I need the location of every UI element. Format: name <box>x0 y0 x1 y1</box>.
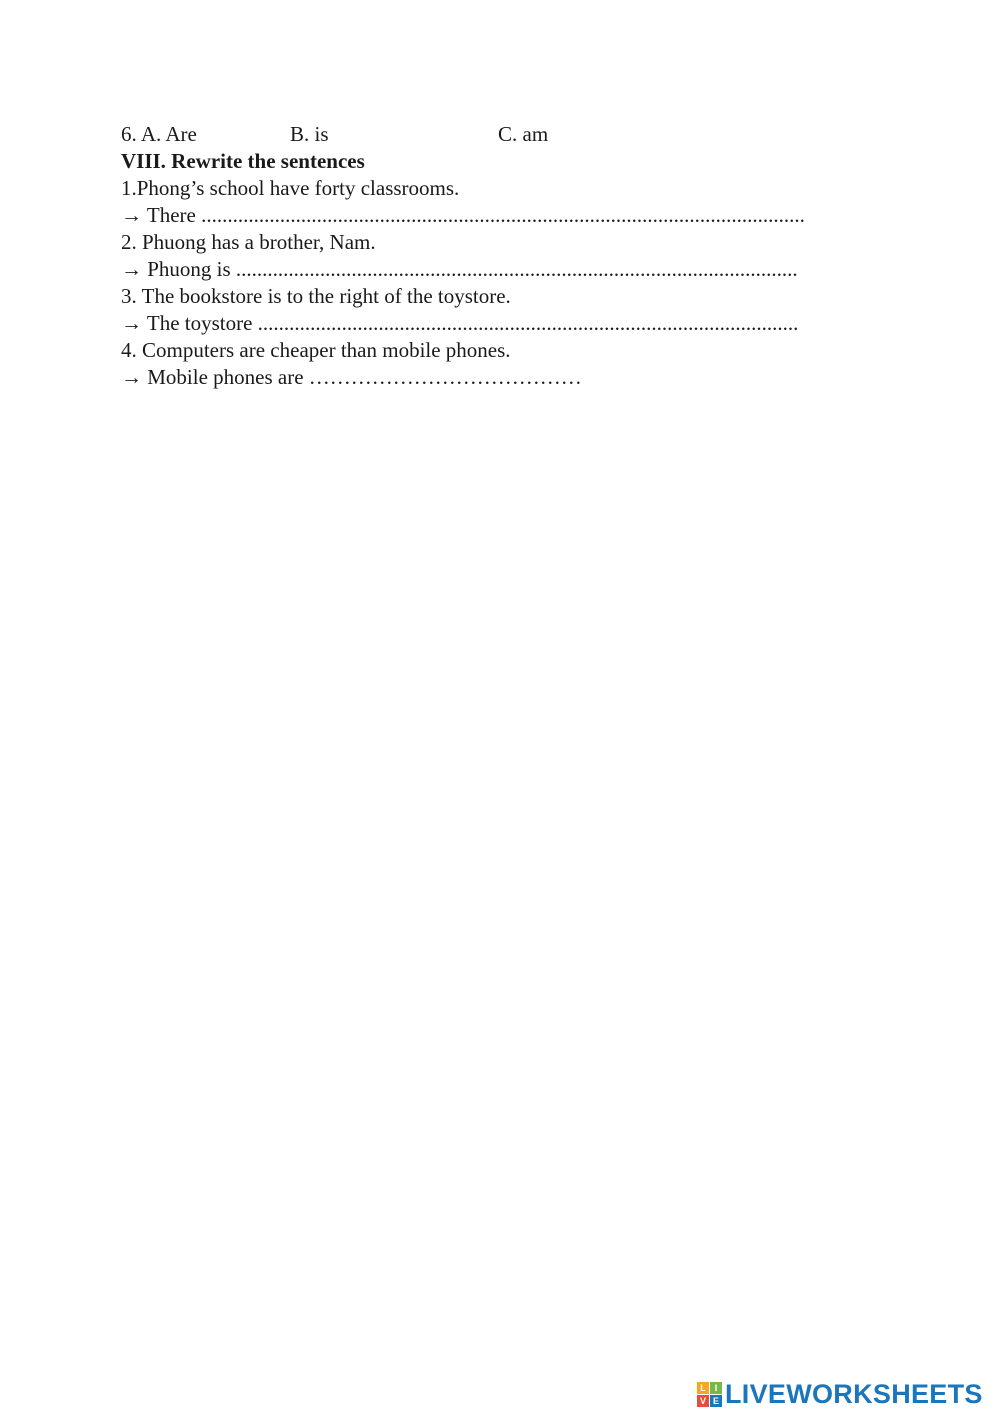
logo-wordmark: LIVEWORKSHEETS <box>725 1379 983 1409</box>
item-4-sentence: 4. Computers are cheaper than mobile phones. <box>121 338 511 362</box>
logo-letter-i: I <box>710 1382 722 1394</box>
section-title: VIII. Rewrite the sentences <box>121 149 365 173</box>
question-6-option-b: B. is <box>290 122 329 146</box>
item-1-sentence: 1.Phong’s school have forty classrooms. <box>121 176 460 200</box>
item-3-sentence: 3. The bookstore is to the right of the toystore. <box>121 284 511 308</box>
liveworksheets-logo <box>697 1378 983 1410</box>
item-3-answer-line: → The toystore ....................................................................................................... <box>121 311 799 335</box>
item-1-answer-line: → There ................................................................................................................... <box>121 203 805 227</box>
logo-letter-v: V <box>697 1395 709 1407</box>
logo-letter-l: L <box>697 1382 709 1394</box>
question-6-option-a: 6. A. Are <box>121 122 197 146</box>
logo-letter-e: E <box>710 1395 722 1407</box>
question-6-option-c: C. am <box>498 122 549 146</box>
item-2-answer-line: → Phuong is ........................................................................................................... <box>121 257 798 281</box>
logo-badge-icon <box>697 1382 722 1407</box>
item-2-sentence: 2. Phuong has a brother, Nam. <box>121 230 376 254</box>
question-6-options <box>121 121 601 148</box>
item-4-answer-line: → Mobile phones are ………………………………… <box>121 365 582 389</box>
